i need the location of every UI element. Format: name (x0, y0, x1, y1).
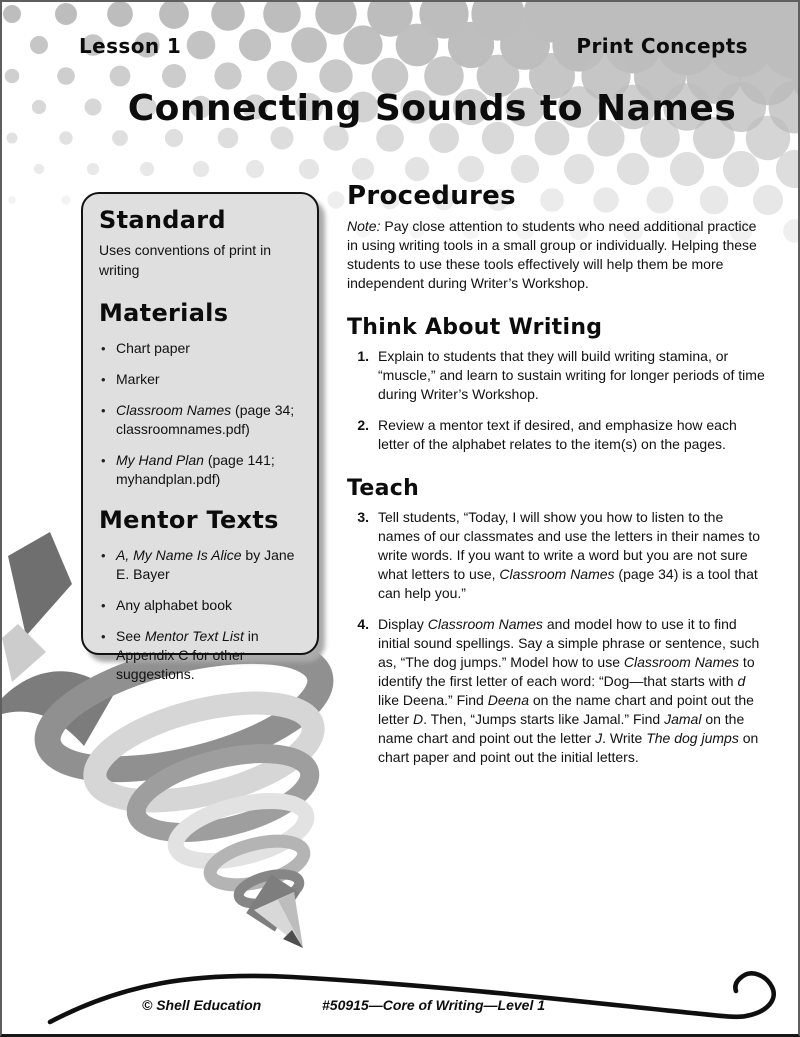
numbered-item (347, 416, 765, 454)
list-item-text: My Hand Plan (page 141; myhandplan.pdf) (116, 451, 275, 487)
pencil-ribbon-upper (8, 532, 72, 636)
materials-heading: Materials (99, 298, 229, 327)
list-item (99, 451, 301, 489)
category-label: Print Concepts (576, 34, 748, 58)
item-text: Tell students, “Today, I will show you how to listen to the names of our classmates and use the letters in their names to write words. If you want to write a word but you are not sure what letters to use, Classroom Names (page 34) is a tool that can help you.” (378, 509, 761, 602)
list-item (99, 339, 301, 358)
standard-text: Uses conventions of print in writing (99, 241, 271, 278)
procedures-note: Note: Pay close attention to students who need additional practice in using writing tools in a small group or individually. Helping these students to use these tools effectively will help them be more independent during Writer’s Workshop. (347, 217, 757, 291)
book-id-text: #50915—Core of Writing—Level 1 (322, 997, 546, 1013)
mentor-texts-list (99, 546, 301, 684)
materials-list (99, 339, 301, 489)
numbered-item (347, 347, 765, 404)
main-column (347, 182, 765, 767)
item-text: Explain to students that they will build writing stamina, or “muscle,” and learn to sustain writing for longer periods of time during Writer’s Workshop. (378, 348, 765, 403)
list-item (99, 596, 301, 615)
list-item-text: Any alphabet book (116, 596, 232, 613)
list-item-text: Chart paper (116, 339, 190, 356)
item-number: 2. (357, 417, 369, 434)
footer-swoosh (2, 952, 800, 1037)
copyright-text: © Shell Education (142, 997, 262, 1013)
teach-heading: Teach (347, 476, 420, 502)
item-number: 1. (357, 348, 369, 365)
numbered-item (347, 615, 765, 767)
procedures-heading: Procedures (347, 181, 516, 211)
list-item-text: A, My Name Is Alice by Jane E. Bayer (116, 546, 295, 582)
list-item (99, 401, 301, 439)
item-text: Display Classroom Names and model how to use it to find initial sound spellings. Say a simple phrase or sentence, such as, “The dog jumps.” Model how to use Classroom Names to identify the first letter of each word: “Dog—that starts with d like Deena.” Find Deena on the name chart and point out the letter D. Then, “Jumps starts like Jamal.” Find Jamal on the name chart and point out the letter J. Write The dog jumps on chart paper and point out the initial letters. (378, 616, 760, 766)
item-text: Review a mentor text if desired, and emphasize how each letter of the alphabet relates to the item(s) on the pages. (378, 417, 737, 453)
numbered-item (347, 508, 765, 603)
list-item (99, 370, 301, 389)
list-item-text: Marker (116, 370, 160, 387)
item-number: 3. (357, 509, 369, 526)
list-item (99, 627, 301, 684)
mentor-texts-heading: Mentor Texts (99, 505, 279, 534)
list-item (99, 546, 301, 584)
list-item-text: Classroom Names (page 34; classroomnames.pdf) (116, 401, 295, 437)
lesson-label: Lesson 1 (79, 34, 182, 58)
item-number: 4. (357, 616, 369, 633)
pencil-ribbon-light (2, 624, 46, 682)
think-about-writing-heading: Think About Writing (347, 314, 603, 340)
page-title: Connecting Sounds to Names (127, 88, 737, 129)
standard-heading: Standard (99, 206, 226, 234)
list-item-text: See Mentor Text List in Appendix C for other suggestions. (116, 627, 259, 682)
sidebar-box (81, 192, 319, 682)
